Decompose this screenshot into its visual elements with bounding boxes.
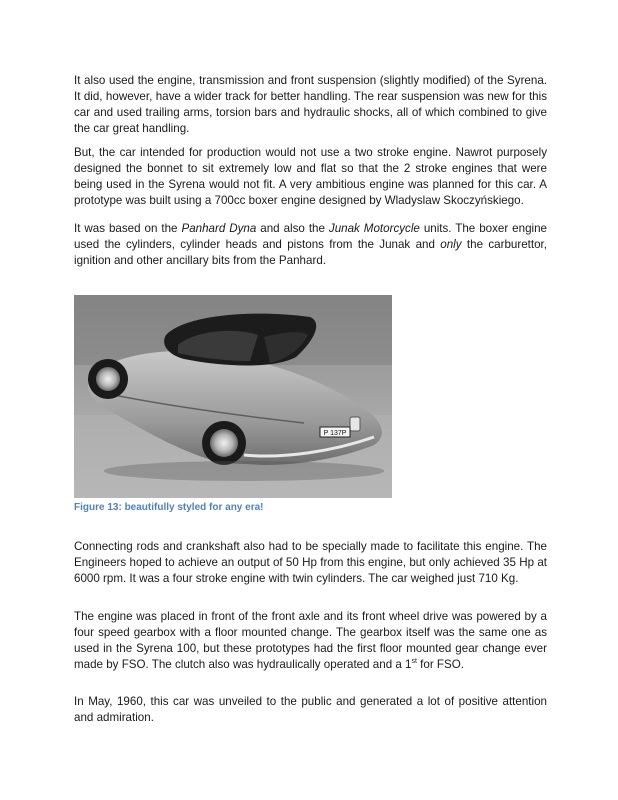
text-run: the carburettor, ignition and other ancillary bits from the Panhard. bbox=[74, 238, 548, 267]
italic-junak-motorcycle: Junak Motorcycle bbox=[328, 222, 420, 235]
svg-text:P 137P: P 137P bbox=[323, 430, 347, 437]
text-run: It was based on the bbox=[74, 222, 182, 235]
figure-caption: Figure 13: beautifully styled for any era! bbox=[74, 502, 264, 513]
paragraph-suspension: It also used the engine, transmission and front suspension (slightly modified) of the Syrena. It did, however, have a wider track for better handling. The rear suspension was new for this car and used trailing arms, torsion bars and hydraulic shocks, all of which combined to give the car great handling. bbox=[74, 74, 547, 135]
paragraph-engine-plan: But, the car intended for production would not use a two stroke engine. Nawrot purposely designed the bonnet to sit extremely low and flat so that the 2 stroke engines that were being used in the Syrena would not fit. A very ambitious engine was planned for this car. A prototype was built using a 700cc boxer engine designed by Wladyslaw Skoczyńskiego. bbox=[74, 146, 547, 207]
paragraph-gearbox bbox=[74, 609, 547, 673]
text-run: The engine was placed in front of the front axle and its front wheel drive was powered by a four speed gearbox with a floor mounted change. The gearbox itself was the same one as used in the Syrena 100, but these prototypes had the first floor mounted gear change ever made by FSO. The clutch also was hydraulically operated and a 1 bbox=[74, 610, 547, 671]
paragraph-unveiling: In May, 1960, this car was unveiled to the public and generated a lot of positive attention and admiration. bbox=[74, 695, 547, 724]
text-run: units. The boxer engine used the cylinders, cylinder heads and pistons from the Junak and bbox=[74, 222, 547, 251]
paragraph-connecting-rods: Connecting rods and crankshaft also had to be specially made to facilitate this engine. The Engineers hoped to achieve an output of 50 Hp from this engine, but only achieved 35 Hp at 6000 rpm. It was a four stroke engine with twin cylinders. The car weighed just 710 Kg. bbox=[74, 540, 547, 585]
italic-only: only bbox=[440, 238, 462, 251]
text-run: and also the bbox=[256, 222, 329, 235]
italic-panhard-dyna: Panhard Dyna bbox=[181, 222, 257, 235]
superscript-st: st bbox=[411, 658, 417, 666]
text-run: for FSO. bbox=[416, 658, 464, 671]
paragraph-boxer-engine bbox=[74, 221, 547, 269]
car-photo bbox=[74, 295, 392, 498]
